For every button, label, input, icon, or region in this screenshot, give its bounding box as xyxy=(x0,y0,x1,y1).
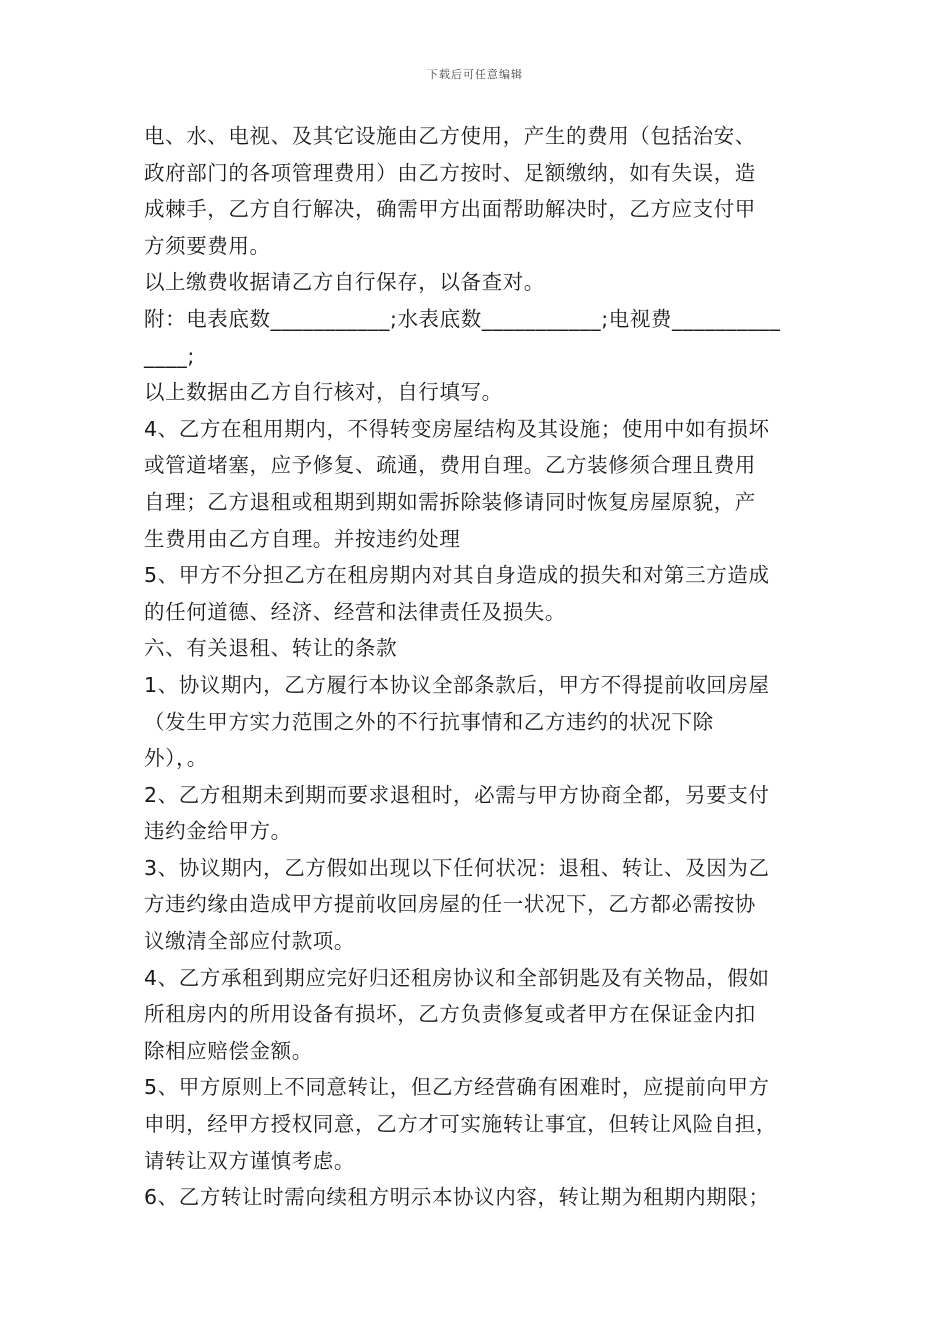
text-line: 除相应赔偿金额。 xyxy=(144,1038,313,1063)
text-line: 以上数据由乙方自行核对，自行填写。 xyxy=(144,380,503,405)
text-line: （发生甲方实力范围之外的不行抗事情和乙方违约的状况下除 xyxy=(144,709,714,734)
text-line: 请转让双方谨慎考虑。 xyxy=(144,1148,355,1173)
text-line: 以上缴费收据请乙方自行保存，以备查对。 xyxy=(144,270,545,295)
text-line: 或管道堵塞，应予修复、疏通，费用自理。乙方装修须合理且费用 xyxy=(144,453,756,478)
text-line: 方违约缘由造成甲方提前收回房屋的任一状况下，乙方都必需按协 xyxy=(144,892,756,917)
text-line: 电、水、电视、及其它设施由乙方使用，产生的费用（包括治安、 xyxy=(144,124,756,148)
text-line: 方须要费用。 xyxy=(144,233,271,258)
section6-clause-6: 6、乙方转让时需向续租方明示本协议内容，转让期为租期内期限； xyxy=(144,1185,770,1210)
section6-clause-2: 2、乙方租期未到期而要求退租时，必需与甲方协商全都，另要支付 xyxy=(144,782,770,807)
section-heading: 六、有关退租、转让的条款 xyxy=(144,636,398,661)
text-line: 所租房内的所用设备有损坏，乙方负责修复或者甲方在保证金内扣 xyxy=(144,1002,756,1027)
clause-4: 4、乙方在租用期内，不得转变房屋结构及其设施；使用中如有损坏 xyxy=(144,416,770,441)
text-line: 政府部门的各项管理费用）由乙方按时、足额缴纳，如有失误，造 xyxy=(144,160,756,185)
section6-clause-4: 4、乙方承租到期应完好归还租房协议和全部钥匙及有关物品，假如 xyxy=(144,965,770,990)
document-body xyxy=(144,118,812,1216)
page-header: 下载后可任意编辑 xyxy=(427,68,523,81)
section6-clause-5: 5、甲方原则上不同意转让，但乙方经营确有困难时，应提前向甲方 xyxy=(144,1075,770,1100)
meter-readings-line: 附：电表底数___________;水表底数___________;电视费__________ xyxy=(144,306,781,331)
text-line: 议缴清全部应付款项。 xyxy=(144,929,355,954)
text-line: 成棘手，乙方自行解决，确需甲方出面帮助解决时，乙方应支付甲 xyxy=(144,197,756,222)
section6-clause-1: 1、协议期内，乙方履行本协议全部条款后，甲方不得提前收回房屋 xyxy=(144,672,770,697)
text-line: 外），。 xyxy=(144,746,208,771)
clause-5: 5、甲方不分担乙方在租房期内对其自身造成的损失和对第三方造成 xyxy=(144,563,770,588)
text-line: 的任何道德、经济、经营和法律责任及损失。 xyxy=(144,599,566,624)
section6-clause-3: 3、协议期内，乙方假如出现以下任何状况：退租、转让、及因为乙 xyxy=(144,855,770,880)
text-line: 违约金给甲方。 xyxy=(144,819,292,844)
text-line: 生费用由乙方自理。并按违约处理 xyxy=(144,526,461,551)
text-line: 自理；乙方退租或租期到期如需拆除装修请同时恢复房屋原貌，产 xyxy=(144,489,756,514)
meter-readings-line-cont: ____; xyxy=(144,343,195,368)
text-line: 申明，经甲方授权同意，乙方才可实施转让事宜，但转让风险自担， xyxy=(144,1112,777,1137)
